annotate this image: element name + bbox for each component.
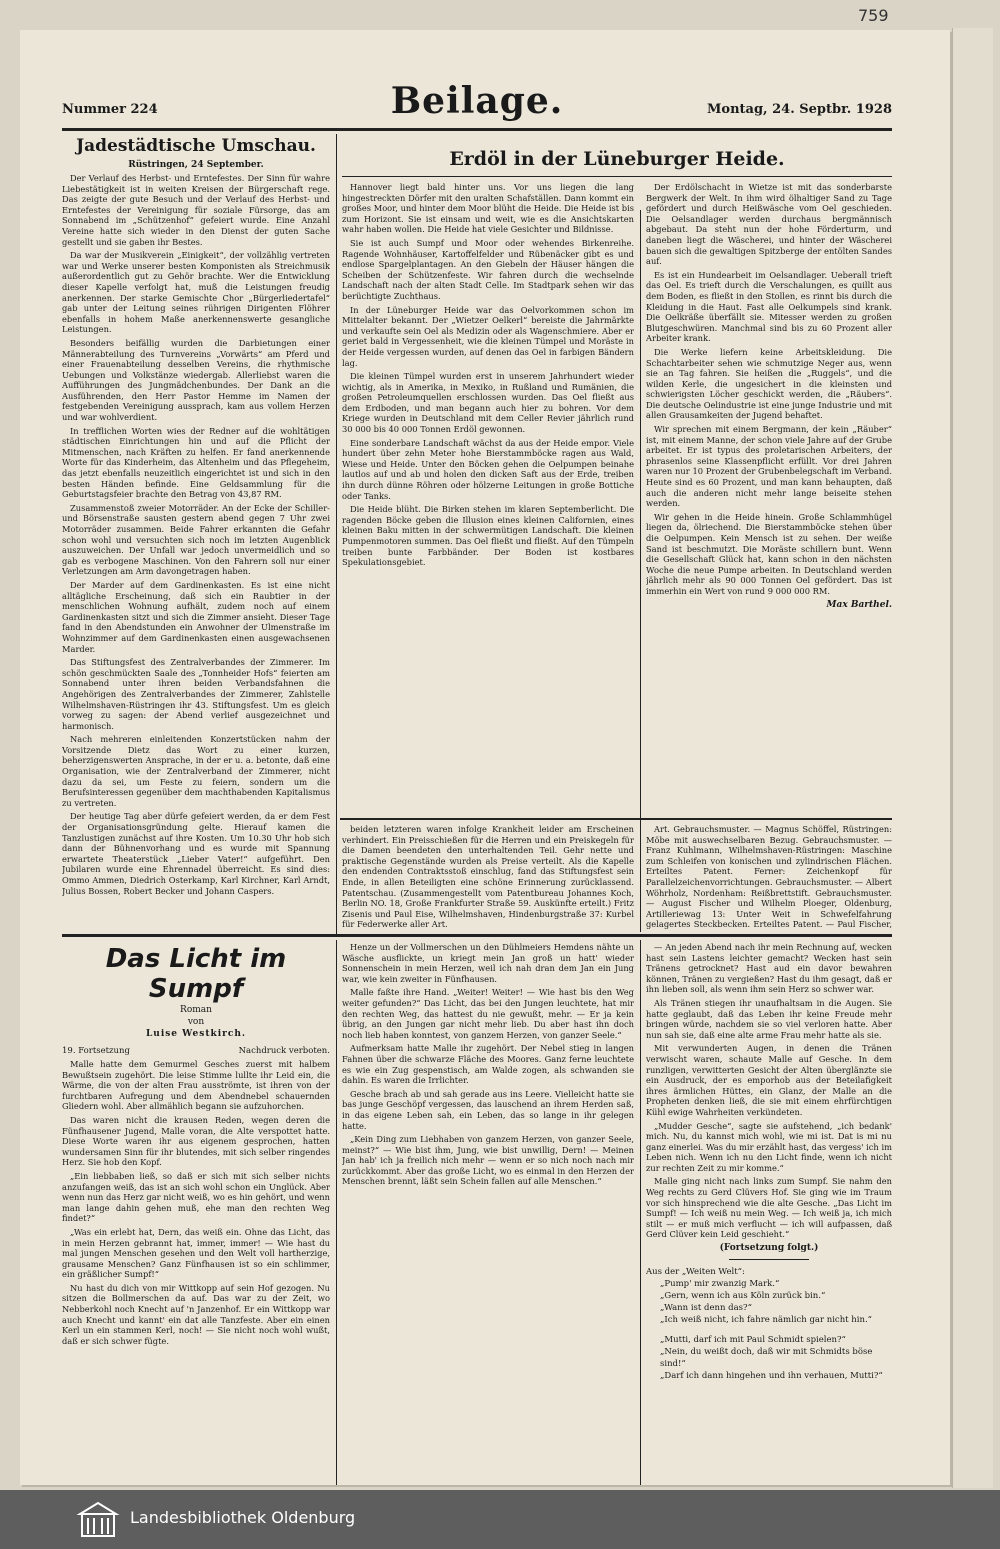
novel-rights: Nachdruck verboten.	[238, 1046, 330, 1056]
article-heading: Erdöl in der Lüneburger Heide.	[449, 148, 785, 170]
article-heading-rule	[342, 176, 892, 177]
novel-installment: 19. Fortsetzung	[62, 1046, 130, 1056]
adjacent-page-edge	[952, 28, 993, 1488]
column-rule-1	[336, 134, 337, 934]
novel-paragraph: Henze un der Vollmerschen un den Dühlmeiers Hemdens nähte un Wäsche ausflickte, un kriegt mein Jan groß un hatt' wieder Sonnenschein in mein Herzen, weil ich nah dran dem Jan ein Jung war, wie kein zweiter in Fünfhausen.	[342, 942, 634, 984]
author-signature: Max Barthel.	[826, 599, 892, 610]
article-column-right	[646, 182, 892, 814]
novel-top-rule	[62, 934, 892, 937]
novel-paragraph: „Was ein erlebt hat, Dern, das weiß ein. Ohne das Licht, das in mein Herzen gebrannt hat, immer, immer! — Wie hast du mal jungen Menschen gesehen und den Welt voll hartherzige, grausame Menschen? Ganz Fünfhausen ist so ein schlimmer, ein gräßlicher Sumpf!“	[62, 1226, 330, 1280]
article-paragraph: Eine sonderbare Landschaft wächst da aus der Heide empor. Viele hundert über zehn Meter hohe Bierstammböcke ragen aus Wald, Wiese und Heide. Unter den Böcken gehen die Oelpumpen beinahe lautlos auf und ab und holen den dicken Saft aus der Erde, treiben ihn durch dünne Röhren oder hölzerne Leitungen in große Bottiche oder Tanks.	[342, 437, 634, 501]
novel-paragraph: Aufmerksam hatte Malle ihr zugehört. Der Nebel stieg in langen Fahnen über die schwarze Fläche des Moores. Ganz ferne leuchtete es wie ein Zug gespenstisch, am Walde zogen, als schwanden sie dahin. Es waren die Irrlichter.	[342, 1043, 634, 1086]
novel-paragraph: Das waren nicht die krausen Reden, wegen deren die Fünfhausener Jugend, Malle voran, die Alte verspottet hatte. Diese Worte waren ihr aus eigenem gesprochen, hatten wundersamen Sinn für ihr blutendes, mit sich selber ringendes Herz. Sie hob den Kopf.	[62, 1114, 330, 1168]
novel-paragraph: „Mudder Gesche“, sagte sie aufstehend, „ich bedank' mich. Nu, du kannst mich wohl, wie mi ist. Dat is mi nu ganz einerlei. Was du mir erzählt hast, das vergess' ich im Leben nich. Wenn ich nu den Licht finde, wenn ich nicht zur rechten Zeit zu mir komme.“	[646, 1120, 892, 1173]
news-paragraph: Das Stiftungsfest des Zentralverbandes der Zimmerer. Im schön geschmückten Saale des „Tonnheider Hofs“ feierten am Sonnabend unter ihren beiden Verbandsfahnen die Angehörigen des Zentralverbandes der Zimmerer, Zahlstelle Wilhelmshaven-Rüstringen ihr 43. Stiftungsfest. Um es gleich vorweg zu sagen: der Abend verlief ausgezeichnet und harmonisch.	[62, 657, 330, 731]
news-paragraph: In trefflichen Worten wies der Redner auf die wohltätigen städtischen Einrichtungen hin und auf die Pflicht der Mitmenschen, nach Kräften zu helfen. Er fand anerkennende Worte für das Kinderheim, das Altenheim und das Pflegeheim, das jetzt ebenfalls neuzeitlich eingerichtet ist und sich in den besten Händen befinde. Eine Geldsammlung für die Geburtstagsfeier brachte den Betrag von 43,87 RM.	[62, 425, 330, 500]
masthead-rule	[62, 128, 892, 131]
novel-paragraph: „Kein Ding zum Liebhaben von ganzem Herzen, von ganzer Seele, meinst?“ — Wie bist ihm, Jung, wie bist unwillig, Dern! — Meinen Jan hab' ich ja freilich nich mehr — wenn er so nich noch nach mir zurückkommt. Aber das große Licht, wo es einmal in den Herzen der Menschen brennt, läßt sein Schein fallen auf alle Menschen.“	[342, 1134, 634, 1187]
masthead	[62, 80, 892, 120]
local-news-heading: Jadestädtische Umschau.	[76, 136, 316, 156]
quote-line: „Mutti, darf ich mit Paul Schmidt spielen?“	[660, 1335, 846, 1346]
novel-paragraph: Malle hatte dem Gemurmel Gesches zuerst mit halbem Bewußtsein zugehört. Die leise Stimme lullte ihr Leid ein, die Wärme, die von der alten Frau ausströmte, ist ihren von der furchtbaren Aufregung und dem Abendnebel schauernden Gliedern wohl. Aber allmählich begann sie aufzuhorchen.	[62, 1059, 330, 1112]
quote-line: „Darf ich dann hingehen und ihn verhauen, Mutti?“	[660, 1371, 883, 1382]
quote-line: „Ich weiß nicht, ich fahre nämlich gar nicht hin.“	[660, 1315, 872, 1326]
news-paragraph: Nach mehreren einleitenden Konzertstücken nahm der Vorsitzende Dietz das Wort zu einer kurzen, beherzigenswerten Ansprache, in der er u. a. betonte, daß eine Organisation, wie der Zentralverband der Zimmerer, nicht dazu da sei, um Feste zu feiern, sondern um die Berufsinteressen gegenüber dem machthabenden Kapitalismus zu vertreten.	[62, 734, 330, 808]
article-paragraph: Wir gehen in die Heide hinein. Große Schlammhügel liegen da, ölriechend. Die Bierstammböcke stehen über die Oelpumpen. Kein Mensch ist zu sehen. Der weiße Sand ist beschmutzt. Die Moräste schillern bunt. Wenn die Gesellschaft Glück hat, kann schon in den nächsten Woche die neue Pumpe arbeiten. In Deutschland werden jährlich mehr als 90 000 Tonnen Oel gefördert. Das ist immerhin ein Wert von rund 9 000 000 RM.	[646, 511, 892, 596]
page-title: Beilage.	[390, 80, 564, 122]
quote-line: „Nein, du weißt doch, daß wir mit Schmidts böse sind!“	[660, 1347, 873, 1370]
article-paragraph: Hannover liegt bald hinter uns. Vor uns liegen die lang hingestreckten Dörfer mit den uralten Schafställen. Dann kommt ein großes Moor, und hinter dem Moor blüht die Heide. Die Heide ist bis zum Horizont. Sie ist einsam und weit, wie es die Ansichtskarten wahr haben wollen. Die Heide hat viele Gesichter und Bildnisse.	[342, 182, 634, 235]
novel-paragraph: — An jeden Abend nach ihr mein Rechnung auf, wecken hast sein Lastens leichter gemacht? Wecken hast sein Tränens getrocknet? Hast aud ein davor bewahren können, Tränen zu vergießen? Hast du ihm gesagt, daß er ihn lieben soll, als wenn ihm sein Herz so schwer war.	[646, 942, 892, 995]
novel-paragraph: Nu hast du dich von mir Wittkopp auf sein Hof gezogen. Nu sitzen die Bollmerschen da auf. Das war zu der Zeit, wo Nebberkohl noch Knecht auf 'n Janzenhof. Er ein Wittkopp war auch Knecht und kannt' ein dat alle Tanzfeste. Aber ein einen Kerl un ein stammen Kerl, noch! — Sie nicht noch wohl wußt, daß er sich schwer fügte.	[62, 1282, 330, 1346]
issue-number: Nummer 224	[62, 102, 158, 117]
novel-paragraph: Gesche brach ab und sah gerade aus ins Leere. Vielleicht hatte sie bas junge Geschöpf vergessen, das lauschend an ihrem Herden saß, in das eigene Leben sah, ein Leben, das so lange in ihr gelegen hatte.	[342, 1088, 634, 1131]
article-paragraph: Sie ist auch Sumpf und Moor oder wehendes Birkenreihe. Ragende Wohnhäuser, Kartoffelfelder und Rübenäcker gibt es und endlose Spargelplantagen. An den Giebeln der Häuser hängen die Scheiben der Schützenfeste. Wir fahren durch die wechselnde Landschaft nach der alten Stadt Celle. Im Stadtpark sehen wir das berüchtigte Zuchthaus.	[342, 237, 634, 301]
page-number: 759	[858, 6, 889, 25]
local-news-column	[62, 136, 330, 931]
novel-paragraph: Als Tränen stiegen ihr unaufhaltsam in die Augen. Sie hatte geglaubt, daß das Leben ihr keine Freude mehr bringen würde, nachdem sie so viel verloren hatte. Aber nun sah sie, daß eine alte arme Frau mehr hatte als sie.	[646, 997, 892, 1040]
novel-paragraph: Malle faßte ihre Hand. „Weiter! Weiter! — Wie hast bis den Weg weiter gefunden?“ Das Licht, das bei den Jungen leuchtete, hat mir den rechten Weg, das hattest du nie gewußt, mehr. — Er ja kein übrig, an den Jungen gar nicht mehr lieb. Du aber hast ihn doch noch lieb haben konntest, von ganzem Herzen, von ganzer Seele.“	[342, 987, 634, 1040]
novel-paragraph: Mit verwunderten Augen, in denen die Tränen verwischt waren, schaute Malle auf Gesche. In dem runzligen, verwitterten Gesicht der Alten überglänzte sie ein Ausdruck, der es emporhob aus der Beteilafigkeit ihres ärmlichen Hüttes, ein Glanz, der Malle an die Propheten denken ließ, die sie mit einem ehrfürchtigen Kühl ewige Wahrheiten verkündeten.	[646, 1043, 892, 1117]
issue-date: Montag, 24. Septbr. 1928	[707, 102, 892, 117]
article-paragraph: Die Heide blüht. Die Birken stehen im klaren Septemberlicht. Die ragenden Böcke geben die Illusion eines kleinen Californien, eines kleinen Baku mitten in der schwermütigen Landschaft. Die kleinen Pumpenmotoren summen. Das Oel fließt und fließt. Auf den Tümpeln treiben bunte Farbbänder. Der Boden ist kostbares Spekulationsgebiet.	[342, 504, 634, 568]
article-paragraph: Es ist ein Hundearbeit im Oelsandlager. Ueberall trieft das Oel. Es trieft durch die Verschalungen, es quillt aus dem Boden, es fließt in den Stollen, es rinnt bis durch die Kleidung in die Haut. Fast alle Oelkumpels sind krank. Die Oelkräße überfällt sie. Mitesser werden zu großen Blutgeschwüren. Manchmal sind bis zu 60 Prozent aller Arbeiter krank.	[646, 269, 892, 344]
column-rule-3	[640, 822, 641, 932]
library-footer	[0, 1490, 1000, 1549]
novel-column-1	[62, 942, 330, 1482]
section-rule	[340, 818, 892, 820]
patent-text: Art. Gebrauchsmuster. — Magnus Schöffel, Rüstringen: Möbe mit auswechselbaren Bezug. Gebrauchsmuster. — Franz Kuhlmann, Wilhelmshaven-Rüstringen: Maschine zum Schleifen von konischen und zylindrischen Flächen. Erteiltes Patent. Ferner: Zeichenkopf für Parallelzeichenvorrichtungen. Gebrauchsmuster. — Albert Wöhrholz, Nordenham: Reißbrettstift. Gebrauchsmuster. — August Fischer und Wilhelm Ploeger, Oldenburg, Artilleriewag 13: Unter Weit in Schwefelfahrung gelagertes Steckbecken. Erteiltes Patent. — Paul Fischer,	[646, 824, 892, 930]
news-paragraph: Der Marder auf dem Gardinenkasten. Es ist eine nicht alltägliche Erscheinung, daß sich ein Raubtier in der menschlichen Wohnung aufhält, zudem noch auf einem Gardinenkasten sitzt und sich die Zimmer ansieht. Dieser Tage fand in den Abendstunden ein Anwohner der Ulmenstraße im Wohnzimmer auf dem Gardinenkasten einen ausgewachsenen Marder.	[62, 579, 330, 654]
novel-by: von	[187, 1017, 205, 1027]
library-building-icon	[76, 1500, 120, 1540]
article-paragraph: Der Erdölschacht in Wietze ist mit das sonderbarste Bergwerk der Welt. In ihm wird ölhaltiger Sand zu Tage gefördert und durch Heißwäsche vom Oel geschieden. Die Oelsandlager werden durchaus bergmännisch abgebaut. Da steht nun der hohe Förderturm, und daneben liegt die Wäscherei, und hinter der Wäscherei bauen sich die gewaltigen Spitzberge der entölten Sandes auf.	[646, 182, 892, 267]
novel-paragraph: „Ein liebbaben ließ, so daß er sich mit sich selber nichts anzufangen weiß, das ist an sich wohl schon ein Unglück. Aber wenn nun das Herz gar nicht weiß, wo es hin gehört, und wenn man lange dahin gehen muß, ehe man den rechten Weg findet?“	[62, 1170, 330, 1224]
novel-column-2	[342, 942, 634, 1482]
novel-rule-1	[336, 940, 337, 1485]
novel-author: Luise Westkirch.	[145, 1029, 247, 1039]
novel-kind: Roman	[180, 1005, 212, 1015]
quote-line: „Pump' mir zwanzig Mark.“	[660, 1279, 780, 1290]
news-paragraph: Der heutige Tag aber dürfe gefeiert werden, da er dem Fest der Organisationsgründung gelte. Hierauf kamen die Tanzlustigen zunächst auf ihre Kosten. Um 10.30 Uhr hob sich dann der Bühnenvorhang und es wurde mit Spannung erwartete Theaterstück „Lieber Vater!“ aufgeführt. Den Jubilaren wurde eine Ehrennadel überreicht. Es sind dies: Ommo Ammen, Diedrich Osterkamp, Karl Kirchner, Karl Arndt, Julius Bossen, Robert Becker und Johann Caspers.	[62, 811, 330, 896]
news-paragraph: Besonders beifällig wurden die Darbietungen einer Männerabteilung des Turnvereins „Vorwärts“ am Pferd und einer Frauenabteilung desselben Vereins, die rhythmische Uebungen und Volkstänze wiedergab. Allerliebst waren die Aufführungen des Jungmädchenbundes. Der Dank an die Ausführenden, den Herr Pastor Hemme im Namen der festgebenden Vereinigung aussprach, kam aus vollem Herzen und war wohlverdient.	[62, 337, 330, 423]
news-paragraph: Da war der Musikverein „Einigkeit“, der vollzählig vertreten war und Werke unserer besten Komponisten als Streichmusik außerordentlich gut zu Gehör brachte. Wer die Entwicklung dieser Kapelle verfolgt hat, muß die Leistungen freudig anerkennen. Der starke Gemischte Chor „Bürgerliedertafel“ gab unter der Leitung seines rührigen Dirigenten Flöhrer ebenfalls in hohem Maße anerkennenswerte gesangliche Leistungen.	[62, 250, 330, 335]
continuation-text: beiden letzteren waren infolge Krankheit leider am Erscheinen verhindert. Ein Preisschießen für die Herren und ein Preiskegeln für die Damen beendeten den unterhaltenden Teil. Gehr nette und praktische Gegenstände wurden als Preise verteilt. Als die Kapelle den endenden Contraktsstoß einschlug, fand das Stiftungsfest sein Ende, in allen Beteiligten eine schöne Erinnerung zurücklassend. Patentschau. (Zusammengestellt vom Patentbureau Johannes Koch, Berlin NO. 18, Große Frankfurter Straße 59. Auskünfte erteilt.) Fritz Zisenis und Paul Eise, Wilhelmshaven, Hindenburgstraße 37: Kurbel für Federwerke aller Art.	[342, 824, 634, 930]
novel-rule-2	[640, 940, 641, 1485]
news-paragraph: Zusammenstoß zweier Motorräder. An der Ecke der Schiller- und Börsenstraße sausten gestern abend gegen 7 Uhr zwei Motorräder zusammen. Beide Fahrer erkannten die Gefahr schon wohl und versuchten sich noch im letzten Augenblick auszuweichen. Der Unfall war jedoch unvermeidlich und so gab es verbogene Maschinen. Von den Fahrern soll nur einer Verletzungen am Arm davongetragen haben.	[62, 502, 330, 577]
novel-paragraph: Malle ging nicht nach links zum Sumpf. Sie nahm den Weg rechts zu Gerd Clüvers Hof. Sie ging wie im Traum vor sich hinsprechend wie die alte Gesche. „Das Licht im Sumpf! — Ich weiß nu mein Weg. — Ich weiß ja, ich mich stilt — er muß mich verflucht — ich will aufpassen, daß Gerd Clüver kein Leid geschieht.“	[646, 1176, 892, 1240]
weite-welt-heading: Aus der „Weiten Welt“:	[646, 1267, 745, 1278]
news-paragraph: Der Verlauf des Herbst- und Erntefestes. Der Sinn für wahre Liebestätigkeit ist in weiten Kreisen der Bürgerschaft rege. Das zeigte der gute Besuch und der Verlauf des Herbst- und Erntefestes der Vereinigung für soziale Fürsorge, das am Sonnabend im „Schützenhof“ gefeiert wurde. Eine Anzahl Vereine hatte sich wieder in den Dienst der guten Sache gestellt und sie gaben ihr Bestes.	[62, 173, 330, 247]
article-column-left	[342, 182, 634, 814]
library-name: Landesbibliothek Oldenburg	[130, 1508, 356, 1527]
continuation-left	[342, 824, 634, 930]
article-paragraph: Wir sprechen mit einem Bergmann, der kein „Räuber“ ist, mit einem Manne, der schon viele Jahre auf der Grube arbeitet. Er ist typus des proletarischen Arbeiters, der phrasenlos seine Klassenpflicht erfüllt. Vor drei Jahren waren nur 10 Prozent der Grubenbelegschaft im Verband. Heute sind es 60 Prozent, und man kann behaupten, daß auch die anderen nicht mehr lange beiseite stehen werden.	[646, 424, 892, 509]
local-news-dateline: Rüstringen, 24 September.	[128, 160, 264, 170]
article-paragraph: Die kleinen Tümpel wurden erst in unserem Jahrhundert wieder wichtig, als in Amerika, in Mexiko, in Rußland und Rumänien, die großen Petroleumquellen erschlossen wurden. Das Oel fließt aus dem Erdboden, und man begann auch hier zu bohren. Vor dem Kriege wurden in Deutschland mit dem Celler Revier jährlich rund 30 000 bis 40 000 Tonnen Erdöl gewonnen.	[342, 371, 634, 435]
patent-notices	[646, 824, 892, 930]
novel-title: Das Licht im Sumpf	[105, 944, 287, 1004]
quote-rule	[729, 1259, 809, 1260]
quote-line: „Wann ist denn das?“	[660, 1303, 752, 1314]
article-paragraph: In der Lüneburger Heide war das Oelvorkommen schon im Mittelalter bekannt. Der „Wietzer Oelkerl“ bereiste die Jahrmärkte und verkaufte sein Oel als Medizin oder als Wagenschmiere. Aber er geriet bald in Vergessenheit, wie die kleinen Tümpel und Moräste in der Heide vergessen wurden, auf denen das Oel in farbigen Bändern lag.	[342, 304, 634, 368]
continued-note: (Fortsetzung folgt.)	[719, 1243, 819, 1254]
novel-installment-line	[62, 1046, 330, 1056]
novel-column-3	[646, 942, 892, 1482]
quote-line: „Gern, wenn ich aus Köln zurück bin.“	[660, 1291, 826, 1302]
article-paragraph: Die Werke liefern keine Arbeitskleidung. Die Schachtarbeiter sehen wie schmutzige Neger aus, wenn sie an Tag fahren. Sie heißen die „Ruggels“, und die wilden Kerle, die ungesichert in die kleinsten und schwierigsten Löcher geschickt werden, die „Räubers“. Die deutsche Oelindustrie ist eine junge Industrie und mit allen Grausamkeiten der Jugend behaftet.	[646, 346, 892, 421]
